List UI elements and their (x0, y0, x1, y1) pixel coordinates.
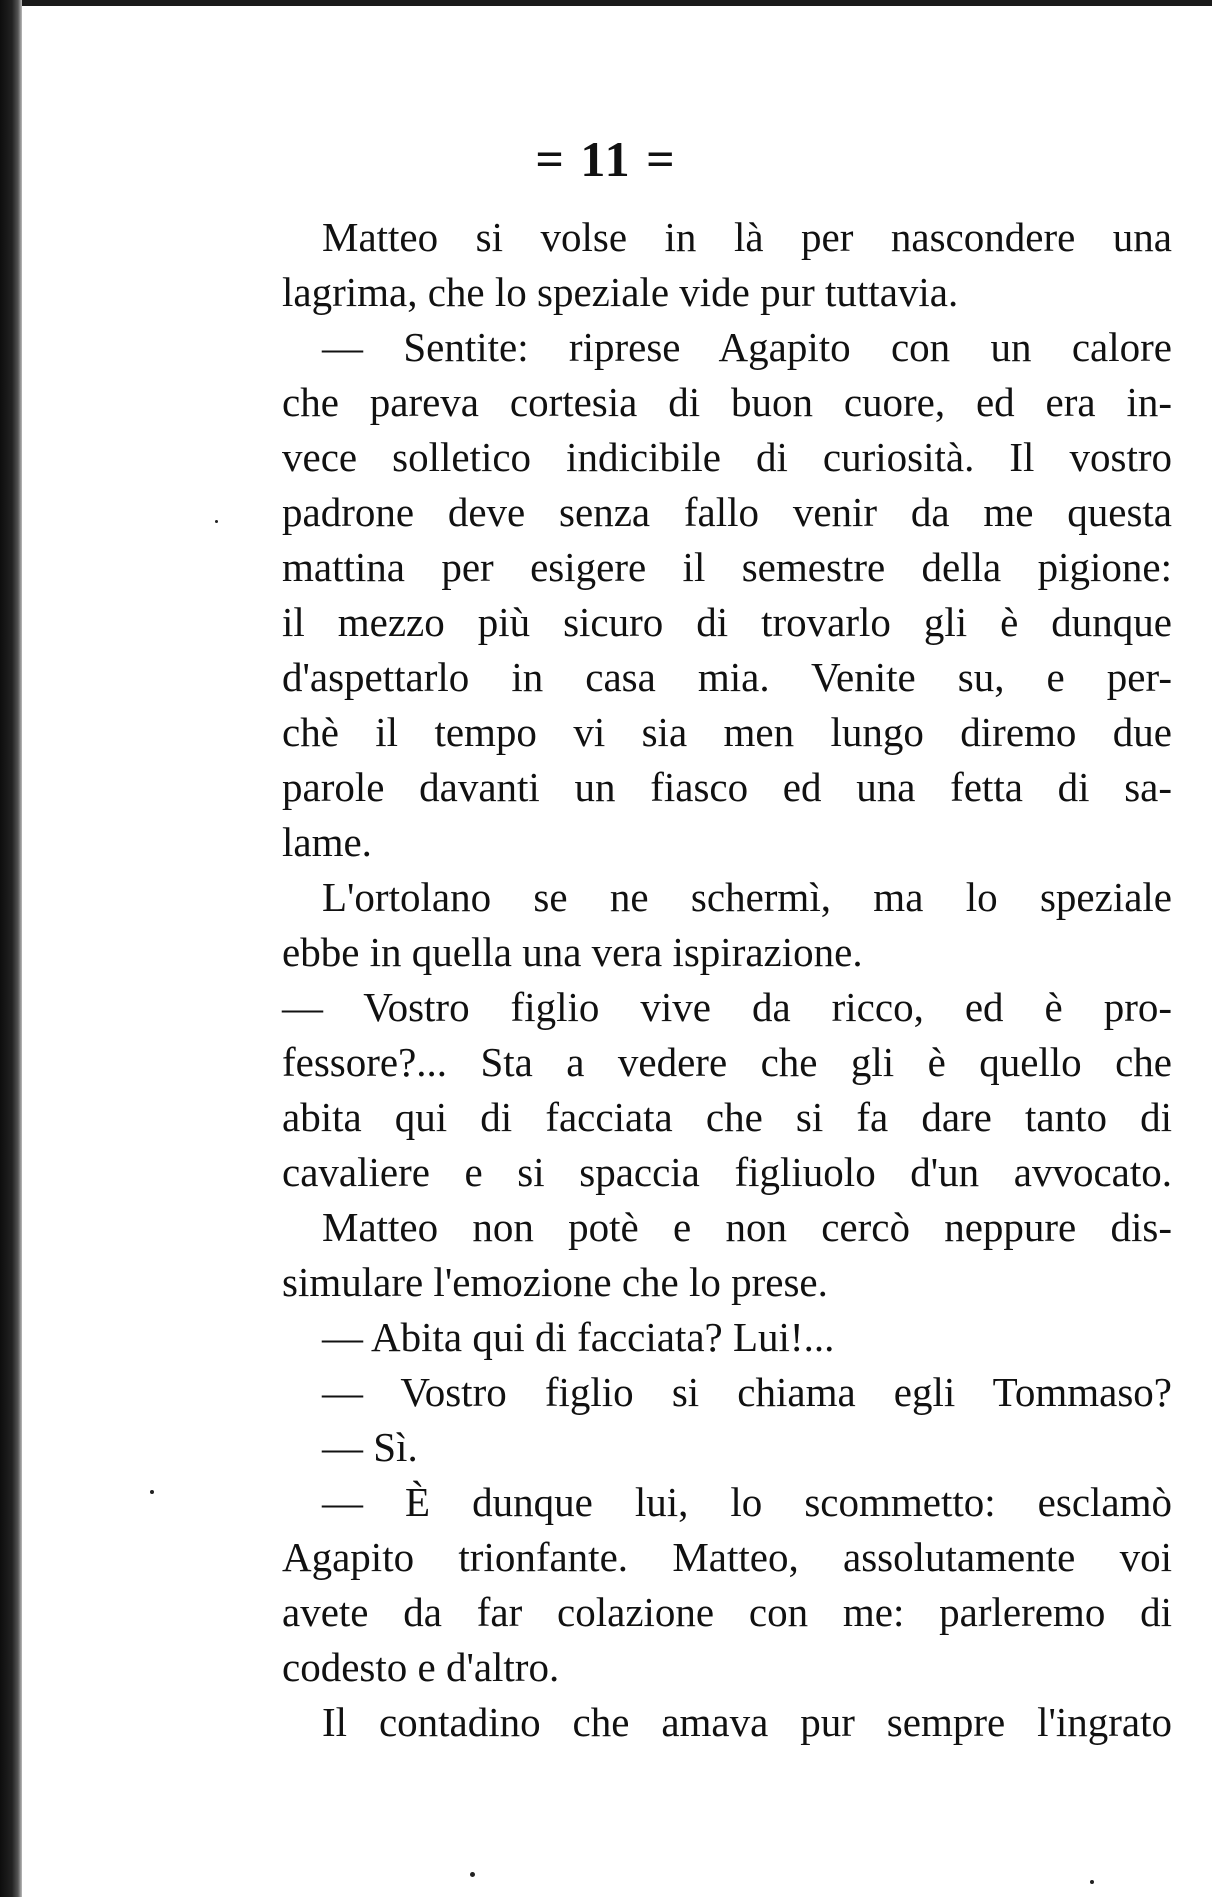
text-line: mattina per esigere il semestre della pigione: (282, 544, 1172, 590)
text-line: codesto e d'altro. (282, 1644, 560, 1690)
text-line: cavaliere e si spaccia figliuolo d'un avvocato. (282, 1149, 1172, 1195)
text-line: padrone deve senza fallo venir da me questa (282, 489, 1172, 535)
text-line: — Sì. (322, 1424, 418, 1470)
text-line: — Sentite: riprese Agapito con un calore (322, 324, 1172, 370)
text-line: d'aspettarlo in casa mia. Venite su, e per- (282, 654, 1172, 700)
print-speck (1090, 1880, 1094, 1884)
text-line: ebbe in quella una vera ispirazione. (282, 929, 863, 975)
text-line: che pareva cortesia di buon cuore, ed era in- (282, 379, 1172, 425)
text-line: simulare l'emozione che lo prese. (282, 1259, 828, 1305)
text-line: Il contadino che amava pur sempre l'ingrato (322, 1699, 1172, 1745)
text-line: abita qui di facciata che si fa dare tanto di (282, 1094, 1172, 1140)
print-speck (215, 520, 218, 523)
page-number-header: = 11 = (535, 131, 677, 187)
text-line: chè il tempo vi sia men lungo diremo due (282, 709, 1172, 755)
print-speck (470, 1872, 475, 1877)
page-binding-edge (0, 0, 22, 1897)
page-body-text (282, 210, 1172, 1750)
text-line: lagrima, che lo speziale vide pur tuttavia. (282, 269, 959, 315)
text-line: il mezzo più sicuro di trovarlo gli è dunque (282, 599, 1172, 645)
text-line: fessore?... Sta a vedere che gli è quello che (282, 1039, 1172, 1085)
text-line: L'ortolano se ne schermì, ma lo speziale (322, 874, 1172, 920)
text-line: — Vostro figlio si chiama egli Tommaso? (322, 1369, 1172, 1415)
text-line: — Vostro figlio vive da ricco, ed è pro- (282, 984, 1172, 1030)
text-line: — È dunque lui, lo scommetto: esclamò (322, 1479, 1172, 1525)
text-line: avete da far colazione con me: parleremo di (282, 1589, 1172, 1635)
page-top-edge (0, 0, 1212, 6)
text-line: vece solletico indicibile di curiosità. Il vostro (282, 434, 1172, 480)
text-line: — Abita qui di facciata? Lui!... (322, 1314, 835, 1360)
text-line: Matteo si volse in là per nascondere una (322, 214, 1172, 260)
print-speck (150, 1490, 154, 1494)
text-line: parole davanti un fiasco ed una fetta di sa- (282, 764, 1172, 810)
text-line: lame. (282, 819, 372, 865)
text-line: Agapito trionfante. Matteo, assolutamente voi (282, 1534, 1172, 1580)
text-line: Matteo non potè e non cercò neppure dis- (322, 1204, 1172, 1250)
